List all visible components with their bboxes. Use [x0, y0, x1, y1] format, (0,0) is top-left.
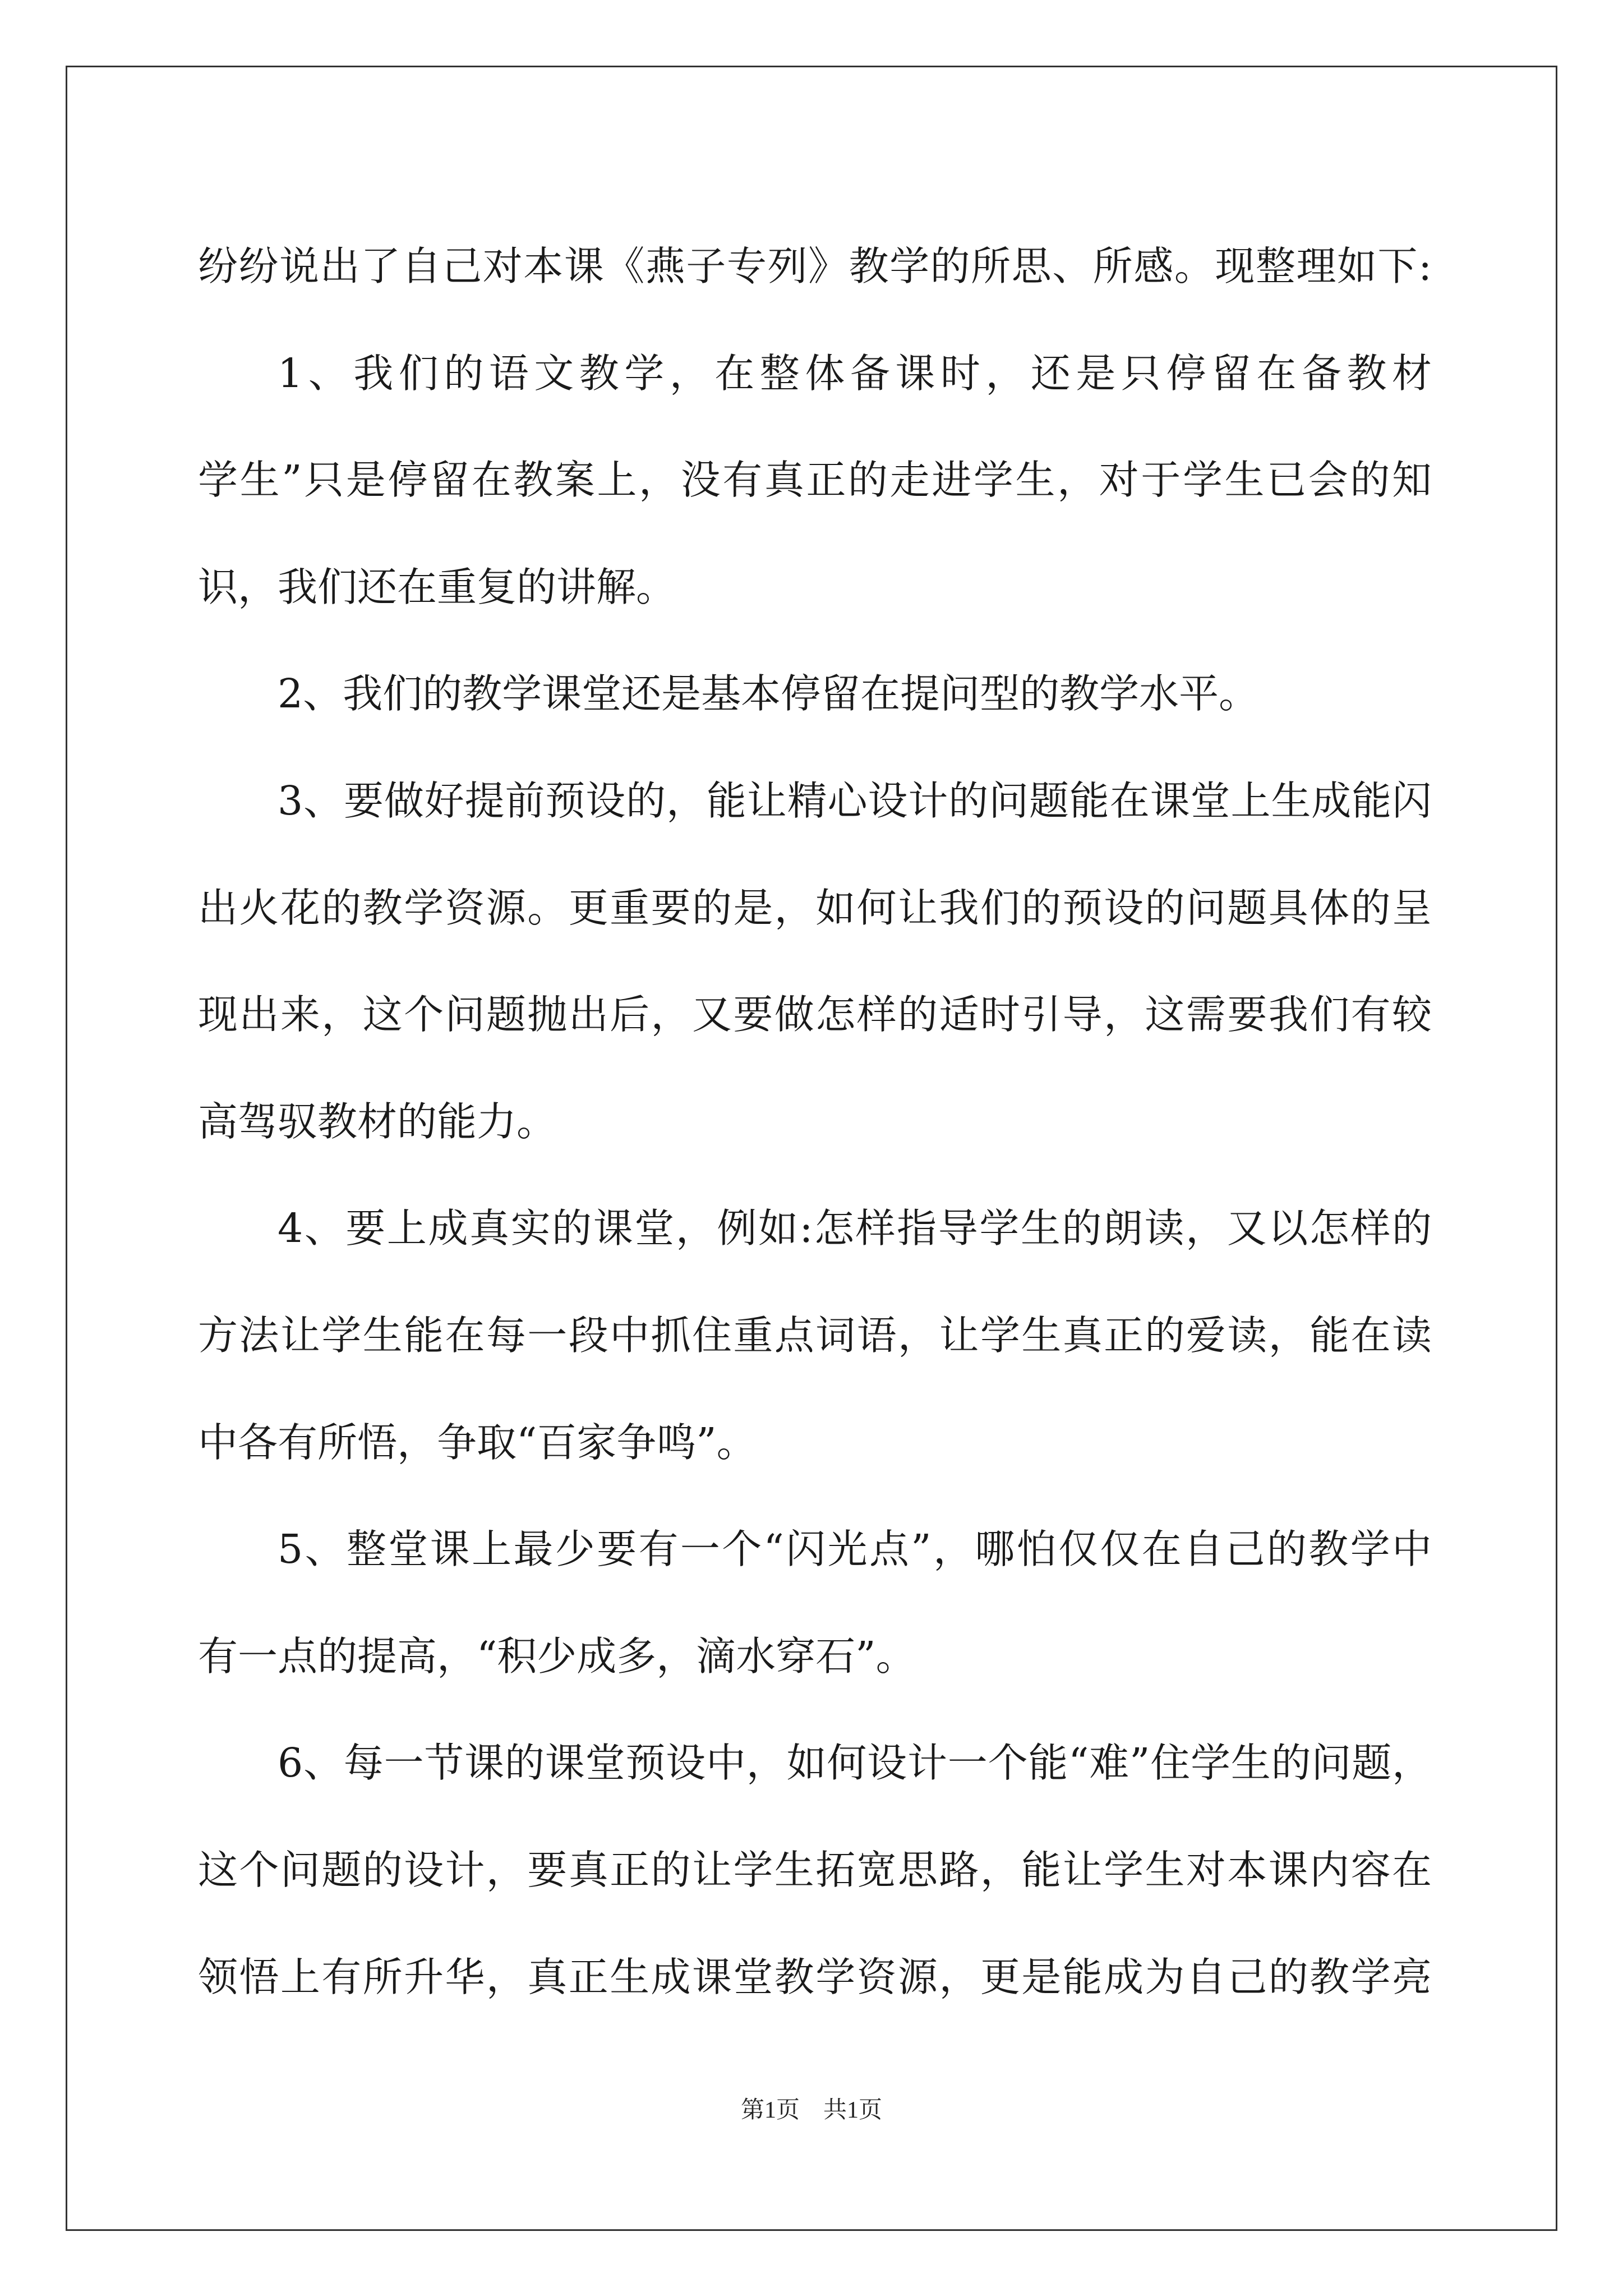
paragraph-6-line: 6、每一节课的课堂预设中，如何设计一个能“难”住学生的问题， [278, 1740, 1432, 1787]
text-line: 学生”只是停留在教案上，没有真正的走进学生，对于学生已会的知 [198, 457, 1432, 504]
text-line: 纷纷说出了自己对本课《燕子专列》教学的所思、所感。现整理如下: [198, 243, 1432, 289]
text-line: 中各有所悟，争取“百家争鸣”。 [198, 1419, 757, 1466]
paragraph-3-line: 3、要做好提前预设的，能让精心设计的问题能在课堂上生成能闪 [278, 777, 1432, 824]
text-line: 高驾驭教材的能力。 [198, 1098, 557, 1145]
paragraph-2-line: 2、我们的教学课堂还是基本停留在提问型的教学水平。 [278, 670, 1259, 717]
text-line: 识，我们还在重复的讲解。 [198, 563, 676, 610]
text-line: 方法让学生能在每一段中抓住重点词语，让学生真正的爱读，能在读 [198, 1312, 1432, 1359]
paragraph-4-line: 4、要上成真实的课堂，例如:怎样指导学生的朗读，又以怎样的 [278, 1205, 1432, 1252]
text-line: 领悟上有所升华，真正生成课堂教学资源，更是能成为自己的教学亮 [198, 1953, 1432, 2000]
text-line: 出火花的教学资源。更重要的是，如何让我们的预设的问题具体的呈 [198, 884, 1432, 931]
page-number-footer: 第1页 共1页 [740, 2097, 882, 2123]
paragraph-1-line: 1、我们的语文教学，在整体备课时，还是只停留在备教材 [278, 349, 1432, 397]
paragraph-5-line: 5、整堂课上最少要有一个“闪光点”，哪怕仅仅在自己的教学中 [278, 1526, 1432, 1573]
text-line: 这个问题的设计，要真正的让学生拓宽思路，能让学生对本课内容在 [198, 1846, 1432, 1893]
text-line: 现出来，这个问题抛出后，又要做怎样的适时引导，这需要我们有较 [198, 991, 1432, 1038]
document-body [198, 213, 1432, 2031]
text-line: 有一点的提高，“积少成多，滴水穿石”。 [198, 1632, 916, 1680]
